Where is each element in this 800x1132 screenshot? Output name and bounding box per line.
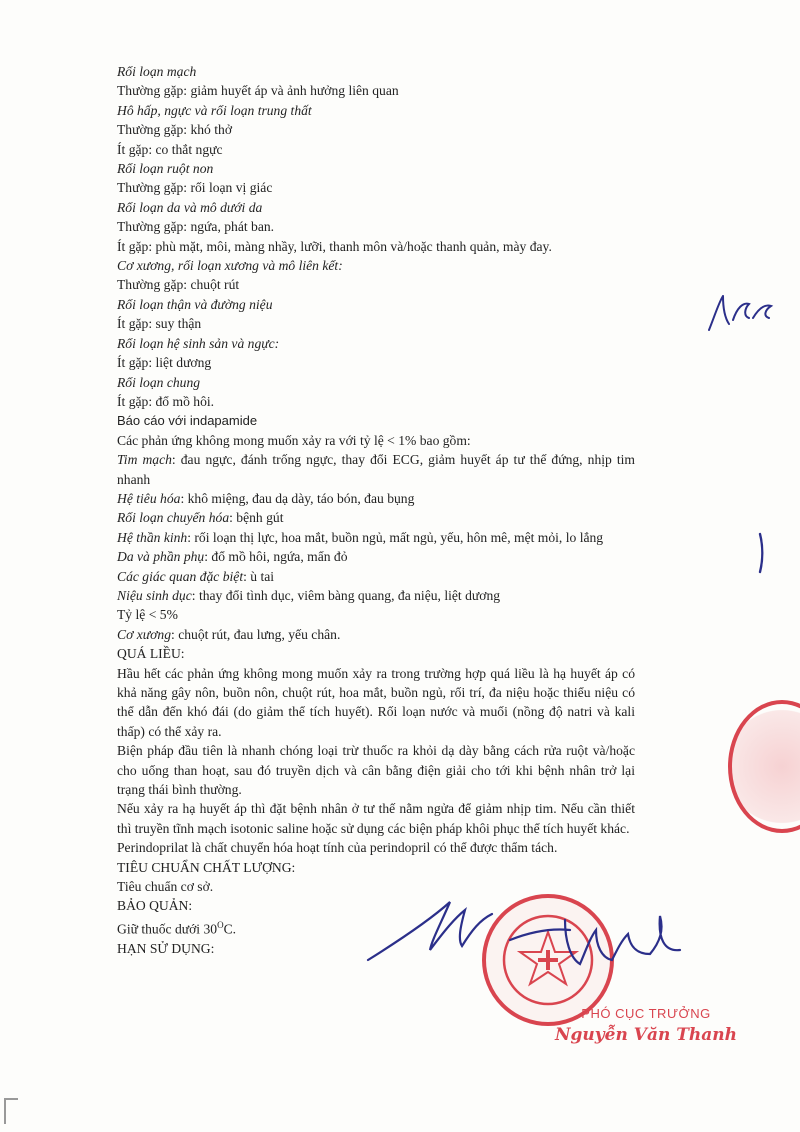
section-renal: Rối loạn thận và đường niệu [117,296,273,312]
section-reproductive: Rối loạn hệ sinh sản và ngực: [117,335,280,351]
text-line: Ít gặp: đổ mồ hôi. [117,393,215,409]
text-line: Thường gặp: chuột rút [117,277,240,293]
text-line: Thường gặp: giảm huyết áp và ảnh hưởng liên quan [117,83,399,99]
signatory-title: PHÓ CỤC TRƯỞNG [581,1006,711,1021]
section-skin: Rối loạn da và mô dưới da [117,199,263,215]
document-body [117,62,635,958]
item-skin [117,547,635,566]
quality-text: Tiêu chuẩn cơ sở. [117,879,214,895]
item-label: Các giác quan đặc biệt [117,568,244,584]
indapamide-items [117,450,635,644]
item-text: : chuột rút, đau lưng, yếu chân. [171,626,341,642]
section-general: Rối loạn chung [117,374,201,390]
initials-mark [705,290,775,335]
overdose-paragraph: Hầu hết các phản ứng không mong muốn xảy ra trong trường hợp quá liều là hạ huyết áp có khả năng gây nôn, buồn nôn, chuột rút, hoa mắt, buồn ngủ, rối trí, đa niệu hoặc thiểu niệu có thể dẫn đến khó đái (do giảm thể tích huyết). Rối loạn nước và muối (nồng độ natri và kali thấp) có thể xảy ra. [117,665,635,739]
storage-text-unit: C. [223,921,237,937]
overdose-paragraph: Nếu xảy ra hạ huyết áp thì đặt bệnh nhân ở tư thế nằm ngửa để giảm nhịp tim. Nếu cần thiết thì truyền tĩnh mạch isotonic saline hoặc sử dụng các biện pháp khôi phục thể tích huyết khác. [117,801,635,836]
section-respiratory: Hô hấp, ngực và rối loạn trung thất [117,102,312,118]
overdose-paragraph: Biện pháp đầu tiên là nhanh chóng loại trừ thuốc ra khỏi dạ dày bằng cách rửa ruột và/hoặc cho uống than hoạt, sau đó truyền dịch và cân bằng điện giải cho tới khi bệnh nhân trở lại trạng thái bình thường. [117,743,635,798]
section-vascular: Rối loạn mạch [117,64,197,79]
item-digestive [117,489,635,508]
quality-heading: TIÊU CHUẨN CHẤT LƯỢNG: [117,859,296,875]
item-text: : bệnh gút [229,510,284,526]
overdose-paragraph: Perindoprilat là chất chuyển hóa hoạt tính của perindopril có thể được thẩm tách. [117,840,558,856]
item-text: : rối loạn thị lực, hoa mắt, buồn ngủ, mất ngủ, yếu, hôn mê, mệt mỏi, lo lắng [187,529,604,545]
signatory-block [555,1006,737,1045]
item-label: Niệu sinh dục [117,587,192,603]
signature [360,880,690,990]
text-line: Thường gặp: rối loạn vị giác [117,180,273,196]
item-cardio [117,450,635,489]
item-nervous [117,528,635,547]
corner-mark [4,1098,18,1124]
item-musculo [117,625,635,644]
item-urogenital [117,586,635,605]
storage-text-main: Giữ thuốc dưới 30 [117,921,218,937]
item-label: Hệ tiêu hóa [117,490,181,506]
item-text: : khô miệng, đau dạ dày, táo bón, đau bụng [180,490,415,506]
text-line: Ít gặp: co thắt ngực [117,141,223,157]
expiry-heading: HẠN SỬ DỤNG: [117,940,215,956]
item-senses [117,567,635,586]
adverse-list [117,62,635,450]
rate-5: Tỷ lệ < 5% [117,607,178,623]
text-line: Ít gặp: phù mặt, môi, màng nhầy, lưỡi, thanh môn và/hoặc thanh quản, mày đay. [117,238,552,254]
item-label: Hệ thần kinh [117,529,188,545]
indapamide-heading: Báo cáo với indapamide [117,413,258,429]
item-label: Tim mạch [117,452,172,468]
text-line: Ít gặp: liệt dương [117,355,212,371]
seal-stamp-partial [728,700,800,833]
item-text: : ù tai [243,568,275,584]
item-text: : đau ngực, đánh trống ngực, thay đổi ECG, giảm huyết áp tư thế đứng, nhịp tim nhanh [117,452,635,487]
section-gi: Rối loạn ruột non [117,161,214,177]
item-text: : đổ mồ hôi, ngứa, mẩn đỏ [204,549,348,565]
item-label: Rối loạn chuyển hóa [117,510,230,526]
overdose-heading: QUÁ LIỀU: [117,646,185,662]
degree-mark: O [217,919,224,930]
item-label: Cơ xương [117,626,172,642]
storage-heading: BẢO QUẢN: [117,898,193,914]
section-musculoskeletal: Cơ xương, rối loạn xương và mô liên kết: [117,258,343,274]
text-line: Ít gặp: suy thận [117,316,202,332]
signatory-name: Nguyễn Văn Thanh [555,1025,737,1045]
item-text: : thay đổi tình dục, viêm bàng quang, đa niệu, liệt dương [191,587,501,603]
text-line: Các phản ứng không mong muốn xảy ra với tỷ lệ < 1% bao gồm: [117,432,471,448]
margin-stroke [754,532,768,574]
text-line: Thường gặp: ngứa, phát ban. [117,219,275,235]
item-metabolic [117,508,635,527]
item-label: Da và phần phụ [117,549,205,565]
text-line: Thường gặp: khó thở [117,122,233,138]
